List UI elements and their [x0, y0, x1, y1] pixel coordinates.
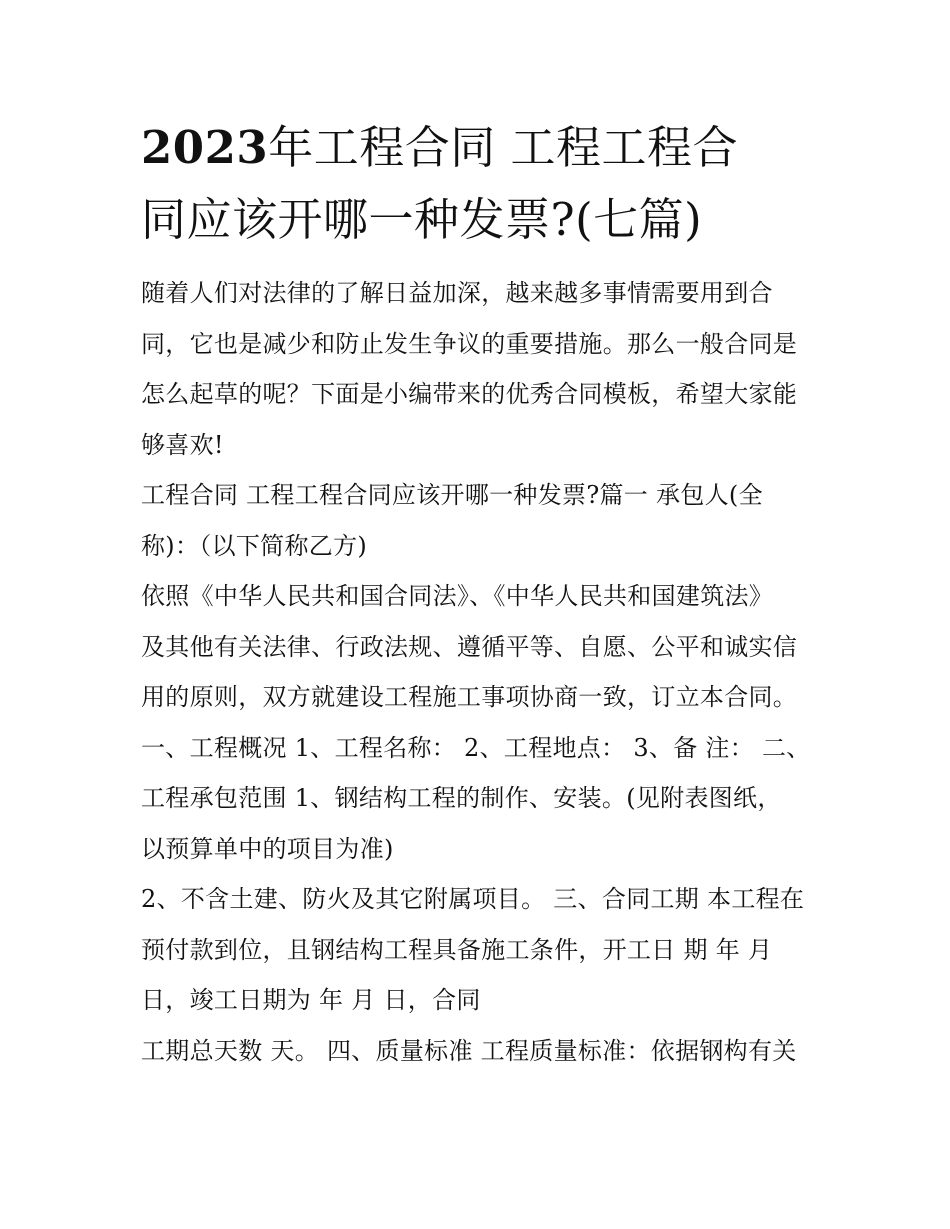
paragraph-line: 一、工程概况 1、工程名称： 2、工程地点： 3、备 注： 二、 — [141, 733, 811, 762]
paragraph-line: 够喜欢! — [141, 430, 224, 459]
title-year: 2023 — [141, 121, 269, 174]
quality-paragraph — [141, 1026, 813, 1077]
paragraph-line: 预付款到位，且钢结构工程具备施工条件，开工日 期 年 月 — [141, 935, 773, 964]
paragraph-line: 怎么起草的呢？下面是小编带来的优秀合同模板，希望大家能 — [141, 380, 798, 408]
paragraph-line: 2、不含土建、防火及其它附属项目。 三、合同工期 本工程在 — [141, 885, 805, 913]
paragraph-line: 同，它也是减少和防止发生争议的重要措施。那么一般合同是 — [141, 329, 798, 358]
paragraph-line: 工程合同 工程工程合同应该开哪一种发票?篇一 承包人(全 — [141, 481, 763, 509]
document-title — [141, 112, 813, 256]
paragraph-line: 工期总天数 天。 四、质量标准 工程质量标准：依据钢构有关 — [141, 1036, 797, 1065]
paragraph-line: 及其他有关法律、行政法规、遵循平等、自愿、公平和诚实信 — [141, 632, 798, 661]
contractor-paragraph — [141, 470, 813, 571]
paragraph-line: 工程承包范围 1、钢结构工程的制作、安装。(见附表图纸， — [141, 784, 782, 812]
paragraph-line: 依照《中华人民共和国合同法》、《中华人民共和国建筑法》 — [141, 582, 774, 610]
document-page — [141, 112, 813, 1076]
paragraph-line: 以预算单中的项目为准) — [141, 834, 394, 863]
title-line-1-text: 年工程合同 工程工程合 — [268, 121, 739, 174]
paragraph-line: 日，竣工日期为 年 月 日，合同 — [141, 986, 481, 1014]
legal-basis-paragraph — [141, 571, 813, 874]
title-line-2: 同应该开哪一种发票?(七篇) — [141, 193, 703, 246]
paragraph-line: 称)：（以下简称乙方) — [141, 531, 368, 560]
scope-paragraph — [141, 874, 813, 1026]
paragraph-line: 用的原则，双方就建设工程施工事项协商一致，订立本合同。 — [141, 683, 798, 711]
intro-paragraph — [141, 268, 813, 470]
title-line-1 — [141, 112, 813, 184]
paragraph-line: 随着人们对法律的了解日益加深，越来越多事情需要用到合 — [141, 279, 773, 307]
